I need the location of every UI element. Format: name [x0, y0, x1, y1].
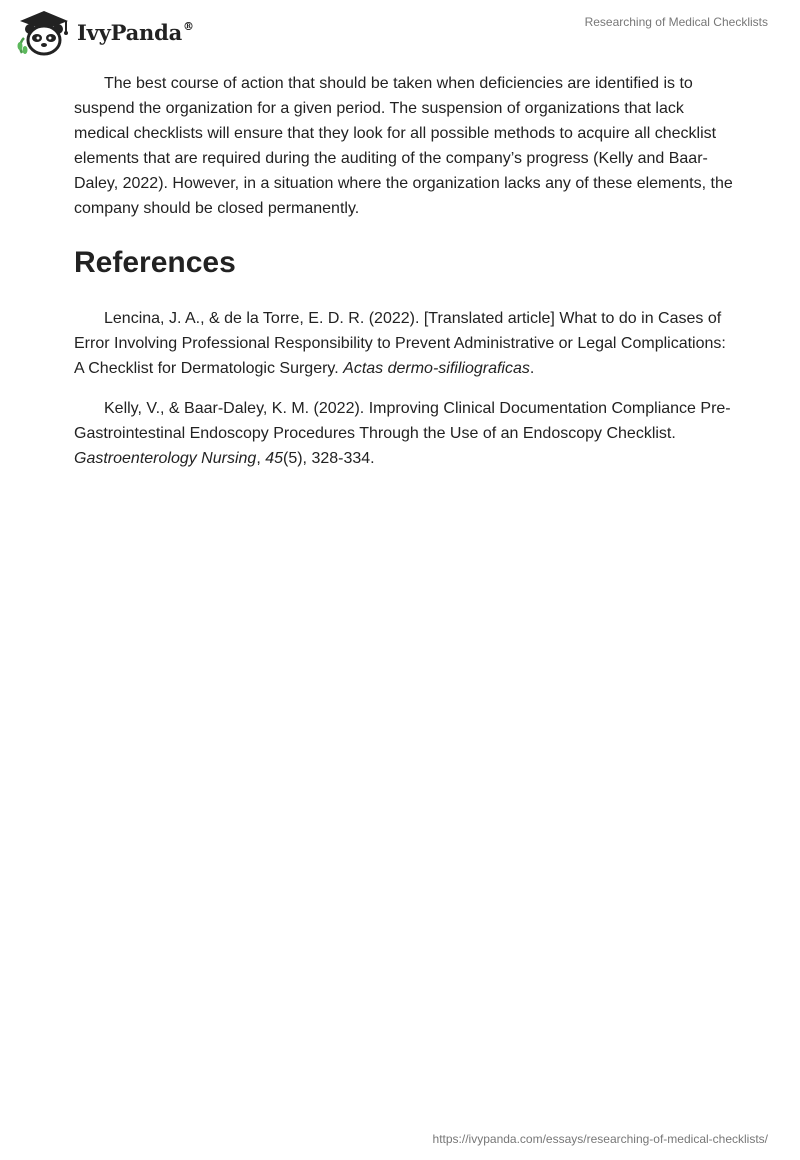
reference-item: Lencina, J. A., & de la Torre, E. D. R. (2022). [Translated article] What to do in Cases of Error Involving Professional Responsibility to Prevent Administrative or Legal Complications: A Checklist for Dermatologic Surgery. Actas dermo-sifiliograficas. — [74, 310, 726, 377]
document-body — [74, 71, 734, 486]
body-paragraph: The best course of action that should be taken when deficiencies are identified is to suspend the organization for a given period. The suspension of organizations that lack medical checklists will ensure that they look for all possible methods to acquire all checklist elements that are required during the auditing of the company’s progress (Kelly and Baar-Daley, 2022). However, in a situation where the organization lacks any of these elements, the company should be closed permanently. — [74, 75, 733, 217]
page-header — [0, 0, 800, 64]
registered-mark: ® — [183, 19, 194, 33]
running-title: Researching of Medical Checklists — [584, 15, 768, 29]
journal-title: Actas dermo-sifiliograficas — [343, 360, 530, 377]
ivypanda-logo[interactable] — [14, 8, 194, 56]
references-heading: References — [74, 246, 236, 279]
panda-graduation-cap-icon — [14, 8, 72, 56]
reference-item: Kelly, V., & Baar-Daley, K. M. (2022). Improving Clinical Documentation Compliance Pre-Gastrointestinal Endoscopy Procedures Through the Use of an Endoscopy Checklist. Gastroenterology Nursing, 45(5), 328-334. — [74, 400, 731, 467]
journal-volume: 45 — [265, 450, 283, 467]
journal-title: Gastroenterology Nursing — [74, 450, 257, 467]
brand-name: IvyPanda® — [77, 19, 194, 45]
source-url[interactable]: https://ivypanda.com/essays/researching-of-medical-checklists/ — [432, 1132, 768, 1146]
